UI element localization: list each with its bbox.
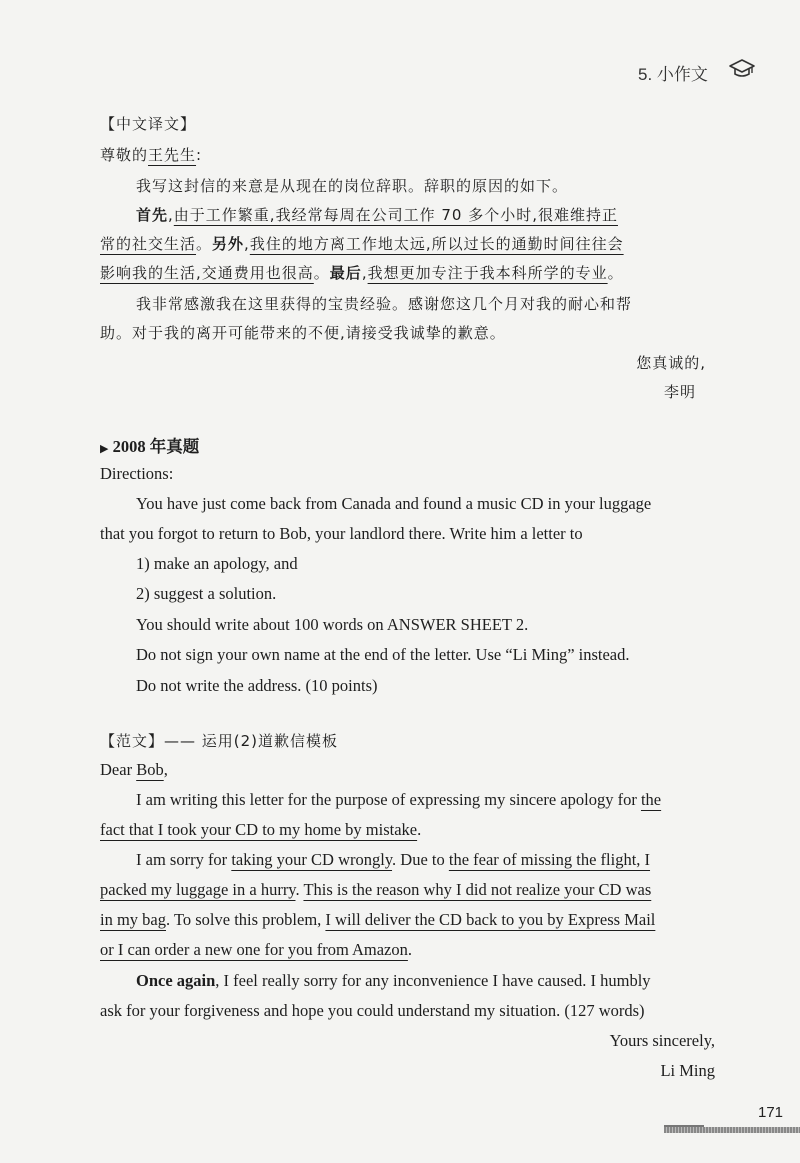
model-salutation: Dear Bob, (100, 760, 168, 779)
model-heading: 【范文】—— 运用(2)道歉信模板 (100, 732, 339, 750)
triangle-bullet-icon: ▶ (100, 443, 109, 455)
directions-requirement-3: Do not write the address. (10 points) (136, 676, 378, 695)
footer-pattern-bar (664, 1127, 800, 1133)
translation-paragraph-3-line-1: 我非常感激我在这里获得的宝贵经验。感谢您这几个月对我的耐心和帮 (136, 295, 633, 313)
directions-line-1: You have just come back from Canada and found a music CD in your luggage (136, 494, 652, 513)
directions-label: Directions: (100, 464, 174, 483)
translation-paragraph-2-line-3: 影响我的生活,交通费用也很高。最后,我想更加专注于我本科所学的专业。 (100, 264, 624, 282)
model-paragraph-2-line-3: in my bag. To solve this problem, I will deliver the CD back to you by Express Mail (100, 910, 656, 929)
directions-requirement-2: Do not sign your own name at the end of the letter. Use “Li Ming” instead. (136, 645, 630, 664)
section-header: 5. 小作文 (638, 65, 708, 84)
directions-item-2: 2) suggest a solution. (136, 584, 277, 603)
model-paragraph-2-line-2: packed my luggage in a hurry. This is the reason why I did not realize your CD was (100, 880, 652, 899)
exam-title: ▶ 2008 年真题 (100, 437, 200, 456)
model-signature: Li Ming (660, 1061, 715, 1080)
model-paragraph-1-line-1: I am writing this letter for the purpose of expressing my sincere apology for the (136, 790, 662, 809)
model-paragraph-2-line-4: or I can order a new one for you from Amazon. (100, 940, 413, 959)
model-paragraph-3-line-2: ask for your forgiveness and hope you could understand my situation. (127 words) (100, 1001, 645, 1020)
translation-salutation: 尊敬的王先生: (100, 146, 203, 164)
model-paragraph-3-line-1: Once again, I feel really sorry for any inconvenience I have caused. I humbly (136, 971, 651, 990)
translation-heading: 【中文译文】 (100, 115, 197, 133)
directions-line-2: that you forgot to return to Bob, your landlord there. Write him a letter to (100, 524, 583, 543)
model-closing: Yours sincerely, (609, 1031, 715, 1050)
page-number: 171 (758, 1104, 784, 1121)
translation-paragraph-1: 我写这封信的来意是从现在的岗位辞职。辞职的原因的如下。 (136, 177, 569, 195)
translation-closing: 您真诚的, (636, 354, 706, 372)
model-paragraph-1-line-2: fact that I took your CD to my home by mistake. (100, 820, 422, 839)
graduation-cap-icon (728, 57, 756, 79)
translation-signature: 李明 (663, 383, 696, 401)
translation-paragraph-2-line-1: 首先,由于工作繁重,我经常每周在公司工作 70 多个小时,很难维持正 (136, 206, 618, 224)
directions-item-1: 1) make an apology, and (136, 554, 298, 573)
translation-paragraph-3-line-2: 助。对于我的离开可能带来的不便,请接受我诚挚的歉意。 (100, 324, 506, 342)
directions-requirement-1: You should write about 100 words on ANSWER SHEET 2. (136, 615, 529, 634)
translation-paragraph-2-line-2: 常的社交生活。另外,我住的地方离工作地太远,所以过长的通勤时间往往会 (100, 235, 624, 253)
model-paragraph-2-line-1: I am sorry for taking your CD wrongly. Due to the fear of missing the flight, I (136, 850, 651, 869)
